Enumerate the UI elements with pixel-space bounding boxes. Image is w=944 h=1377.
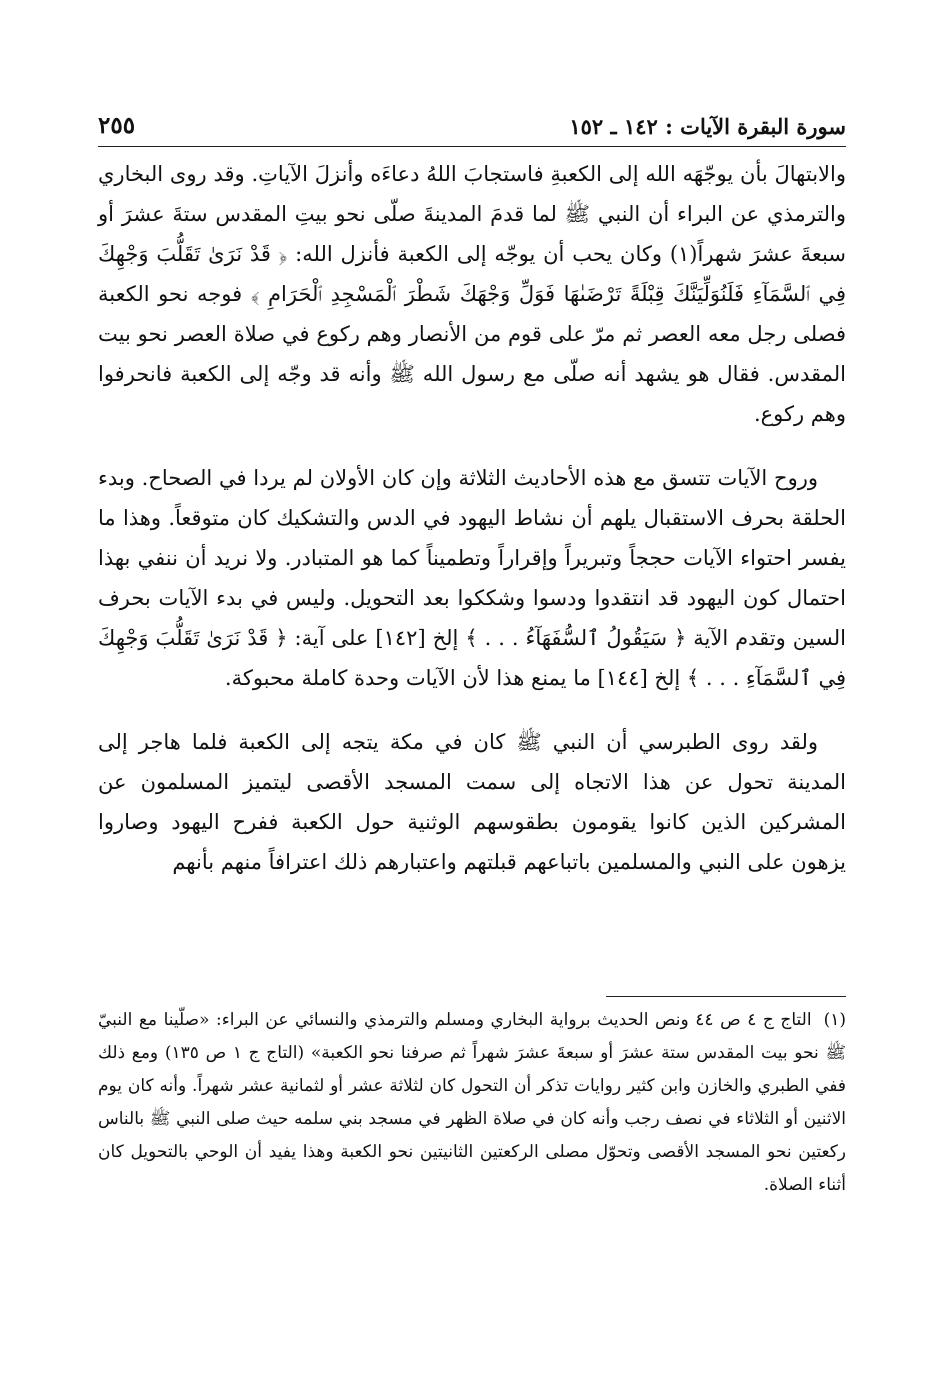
footnotes <box>98 1004 846 1202</box>
paragraph-3: ولقد روى الطبرسي أن النبي ﷺ كان في مكة يتجه إلى الكعبة فلما هاجر إلى المدينة تحول عن هذا الاتجاه إلى سمت المسجد الأقصى ليتميز المسلمون عن المشركين الذين كانوا يقومون بطقوسهم الوثنية حول الكعبة ففرح اليهود وصاروا يزهون على النبي والمسلمين باتباعهم قبلتهم واعتبارهم ذلك اعترافاً منهم بأنهم <box>98 730 846 874</box>
footnote-divider <box>606 996 846 997</box>
page-number: ٢٥٥ <box>98 112 136 139</box>
footnote-text: التاج ج ٤ ص ٤٤ ونص الحديث برواية البخاري ومسلم والترمذي والنسائي عن البراء: «صلّينا مع النبيّ ﷺ نحو بيت المقدس ستة عشرَ أو سبعةَ عشرَ شهراً ثم صرفنا نحو الكعبة» (التاج ج ١ ص ١٣٥) ومع ذلك ففي الطبري والخازن وابن كثير روايات تذكر أن التحول كان لثلاثة عشر أو لثمانية عشر شهراً. وأنه كان يوم الاثنين أو الثلاثاء في نصف رجب وأنه كان في صلاة الظهر في مسجد بني سلمه حيث صلى النبي ﷺ بالناس ركعتين نحو المسجد الأقصى وتحوّل مصلى الركعتين الثانيتين نحو الكعبة وهذا يفيد أن الوحي بالتحويل كان أثناء الصلاة. <box>98 1010 846 1195</box>
paragraph-2: وروح الآيات تتسق مع هذه الأحاديث الثلاثة وإن كان الأولان لم يردا في الصحاح. وبدء الحلقة بحرف الاستقبال يلهم أن نشاط اليهود في الدس والتشكيك كان متوقعاً. وهذا ما يفسر احتواء الآيات حججاً وتبريراً وإقراراً وتطميناً كما هو المتبادر. ولا نريد أن ننفي بهذا احتمال كون اليهود قد انتقدوا ودسوا وشككوا بعد التحويل. وليس في بدء الآيات بحرف السين وتقدم الآية ﴿ سَيَقُولُ ٱلسُّفَهَآءُ . . . ﴾ إلخ [١٤٢] على آية: ﴿ قَدْ نَرَىٰ تَقَلُّبَ وَجْهِكَ فِي ٱلسَّمَآءِ . . . ﴾ إلخ [١٤٤] ما يمنع هذا لأن الآيات وحدة كاملة محبوكة. <box>98 466 846 690</box>
footnote-1 <box>98 1004 846 1202</box>
paragraph-1: والابتهالَ بأن يوجّهَه الله إلى الكعبةِ فاستجابَ اللهُ دعاءَه وأنزلَ الآياتِ. وقد روى البخاري والترمذي عن البراء أن النبي ﷺ لما قدمَ المدينةَ صلّى نحو بيتِ المقدس ستةَ عشرَ أو سبعةَ عشرَ شهراً(١) وكان يحب أن يوجّه إلى الكعبة فأنزل الله: ﴿ قَدْ نَرَىٰ تَقَلُّبَ وَجْهِكَ فِي ٱلسَّمَآءِ فَلَنُوَلِّيَنَّكَ قِبْلَةً تَرْضَىٰهَا فَوَلِّ وَجْهَكَ شَطْرَ ٱلْمَسْجِدِ ٱلْحَرَامِ ﴾ فوجه نحو الكعبة فصلى رجل معه العصر ثم مرّ على قوم من الأنصار وهم ركوع في صلاة العصر نحو بيت المقدس. فقال هو يشهد أنه صلّى مع رسول الله ﷺ وأنه قد وجّه إلى الكعبة فانحرفوا وهم ركوع. <box>98 162 846 426</box>
page-header <box>98 110 846 147</box>
main-text <box>98 154 846 882</box>
running-title: سورة البقرة الآيات : ١٤٢ ـ ١٥٢ <box>569 114 846 139</box>
footnote-number: (١) <box>823 1010 846 1030</box>
